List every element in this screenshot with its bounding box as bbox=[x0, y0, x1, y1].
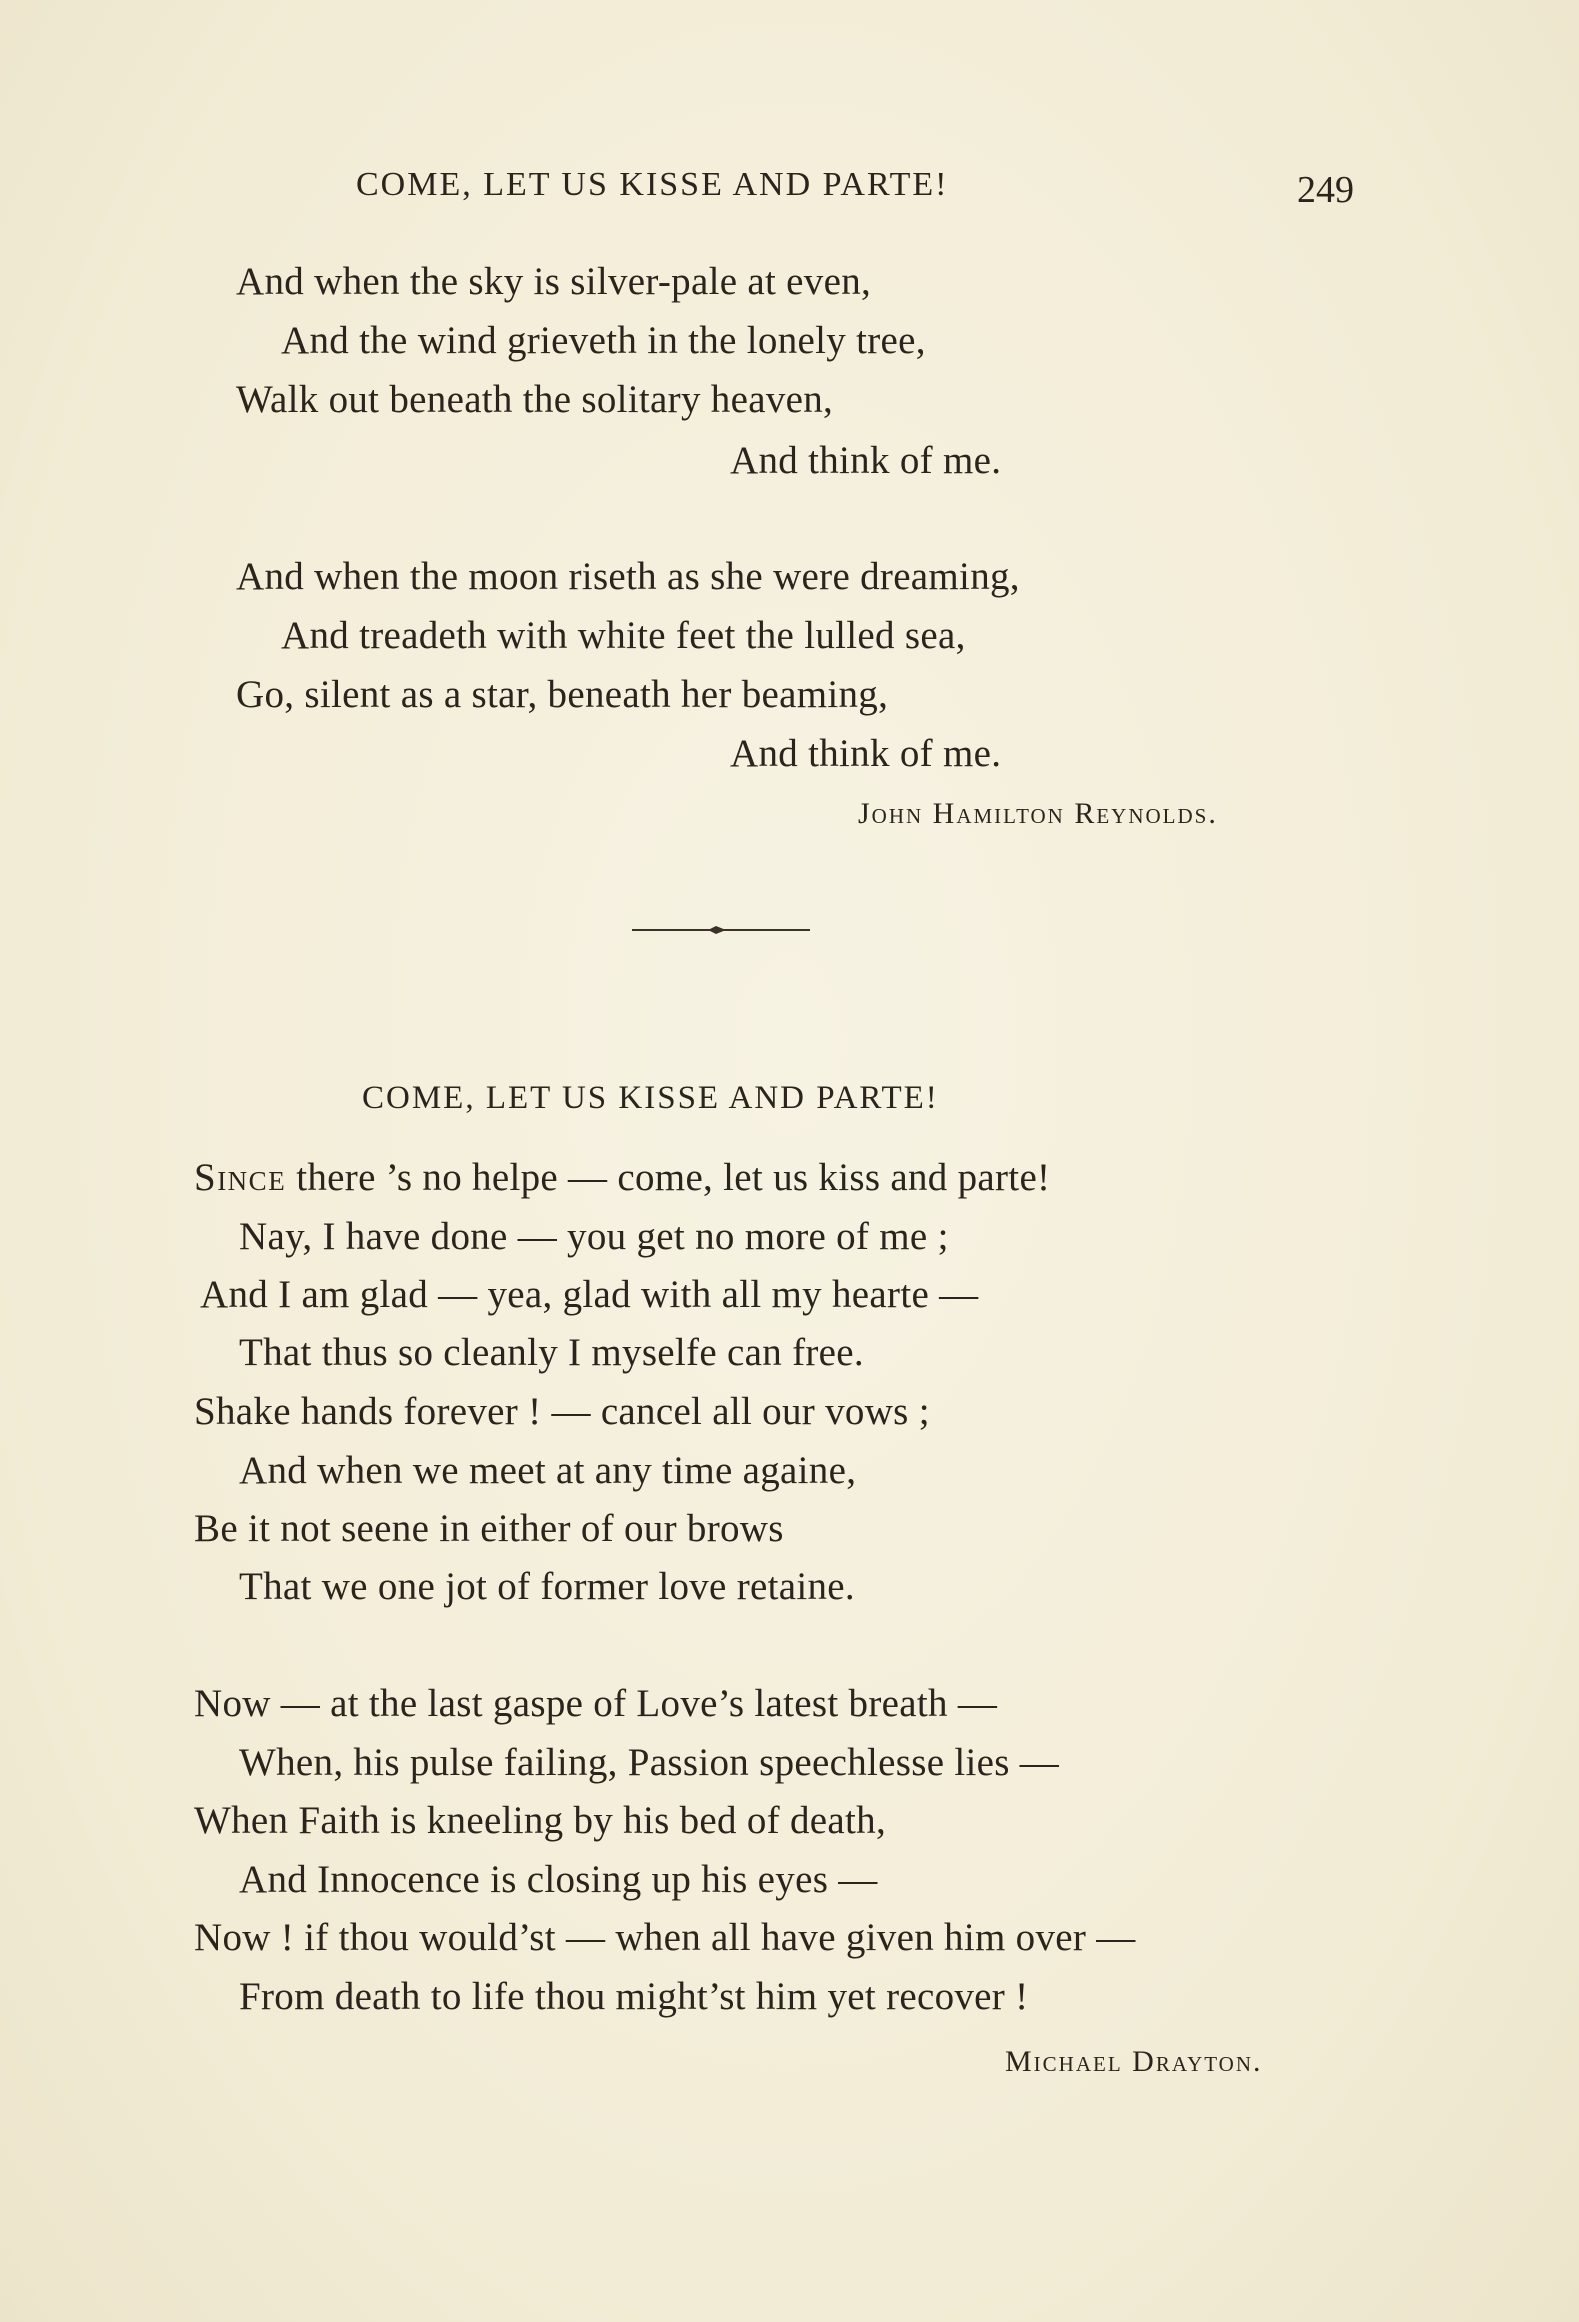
poem1-line-4: And think of me. bbox=[730, 439, 1002, 482]
poem2-author: Michael Drayton. bbox=[1005, 2045, 1263, 2078]
poem1-line-1: And when the sky is silver-pale at even, bbox=[236, 260, 872, 303]
poem1-line-7: Go, silent as a star, beneath her beaming, bbox=[236, 673, 889, 716]
poem2-line-11: When Faith is kneeling by his bed of death, bbox=[194, 1799, 887, 1842]
poem2-line-12: And Innocence is closing up his eyes — bbox=[239, 1858, 878, 1901]
poem2-first-line-rest: there ’s no helpe — come, let us kiss and parte! bbox=[286, 1156, 1051, 1199]
poem2-first-word: Since bbox=[194, 1156, 287, 1199]
poem1-line-6: And treadeth with white feet the lulled sea, bbox=[281, 614, 966, 657]
poem2-line-13: Now ! if thou would’st — when all have given him over — bbox=[194, 1916, 1136, 1959]
poem2-line-1 bbox=[194, 1158, 1050, 1197]
poem1-author: John Hamilton Reynolds. bbox=[858, 797, 1218, 830]
poem2-line-7: Be it not seene in either of our brows bbox=[194, 1507, 784, 1550]
poem2-line-4: That thus so cleanly I myselfe can free. bbox=[239, 1331, 864, 1374]
poem1-line-3: Walk out beneath the solitary heaven, bbox=[236, 378, 834, 421]
poem2-line-14: From death to life thou might’st him yet recover ! bbox=[239, 1975, 1029, 2018]
running-title: COME, LET US KISSE AND PARTE! bbox=[356, 166, 949, 203]
poem1-line-5: And when the moon riseth as she were dreaming, bbox=[236, 555, 1020, 598]
poem2-line-10: When, his pulse failing, Passion speechlesse lies — bbox=[239, 1741, 1060, 1784]
poem1-line-2: And the wind grieveth in the lonely tree, bbox=[281, 319, 926, 362]
poem2-line-8: That we one jot of former love retaine. bbox=[239, 1565, 855, 1608]
poem1-line-8: And think of me. bbox=[730, 732, 1002, 775]
poem2-line-3: And I am glad — yea, glad with all my hearte — bbox=[200, 1273, 979, 1316]
poem2-title: COME, LET US KISSE AND PARTE! bbox=[362, 1080, 939, 1116]
poem2-line-6: And when we meet at any time againe, bbox=[239, 1449, 857, 1492]
poem2-line-9: Now — at the last gaspe of Love’s latest breath — bbox=[194, 1682, 998, 1725]
section-divider-ornament bbox=[632, 920, 810, 940]
poem2-line-2: Nay, I have done — you get no more of me ; bbox=[239, 1215, 949, 1258]
page-number: 249 bbox=[1297, 169, 1354, 211]
poem2-line-5: Shake hands forever ! — cancel all our vows ; bbox=[194, 1390, 930, 1433]
